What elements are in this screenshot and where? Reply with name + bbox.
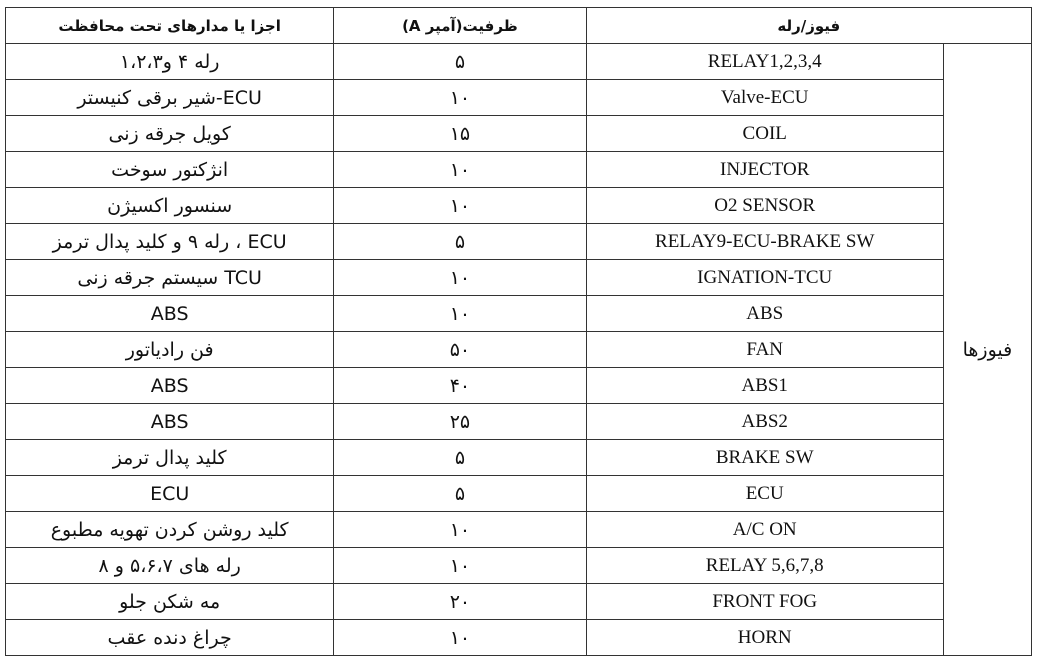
table-row xyxy=(6,404,1032,440)
cell-fuse-name: A/C ON xyxy=(586,512,943,548)
cell-components: ABS xyxy=(6,404,334,440)
cell-capacity: ۲۵ xyxy=(334,404,586,440)
cell-components: ABS xyxy=(6,368,334,404)
cell-components: ECU ، رله ۹ و کلید پدال ترمز xyxy=(6,224,334,260)
cell-fuse-name: RELAY1,2,3,4 xyxy=(586,44,943,80)
table-row xyxy=(6,224,1032,260)
cell-components: کلید روشن کردن تهویه مطبوع xyxy=(6,512,334,548)
cell-capacity: ۵ xyxy=(334,440,586,476)
table-row xyxy=(6,188,1032,224)
table-row xyxy=(6,440,1032,476)
table-row xyxy=(6,80,1032,116)
cell-components: چراغ دنده عقب xyxy=(6,620,334,656)
table-row xyxy=(6,620,1032,656)
table-row xyxy=(6,512,1032,548)
cell-capacity: ۱۰ xyxy=(334,296,586,332)
cell-components: انژکتور سوخت xyxy=(6,152,334,188)
cell-fuse-name: Valve-ECU xyxy=(586,80,943,116)
table-body xyxy=(6,44,1032,656)
table-row xyxy=(6,296,1032,332)
cell-fuse-name: ABS xyxy=(586,296,943,332)
cell-fuse-name: IGNATION-TCU xyxy=(586,260,943,296)
cell-fuse-name: INJECTOR xyxy=(586,152,943,188)
cell-fuse-name: FAN xyxy=(586,332,943,368)
cell-capacity: ۴۰ xyxy=(334,368,586,404)
cell-fuse-name: RELAY 5,6,7,8 xyxy=(586,548,943,584)
header-capacity: ظرفیت(آمپر A) xyxy=(334,8,586,44)
cell-fuse-name: ABS1 xyxy=(586,368,943,404)
fuse-table xyxy=(5,7,1032,656)
cell-components: TCU سیستم جرقه زنی xyxy=(6,260,334,296)
header-row xyxy=(6,8,1032,44)
table-row xyxy=(6,260,1032,296)
cell-components: ECU xyxy=(6,476,334,512)
group-label-fuses: فیوزها xyxy=(943,44,1031,656)
cell-capacity: ۱۰ xyxy=(334,260,586,296)
cell-capacity: ۵ xyxy=(334,476,586,512)
cell-fuse-name: ABS2 xyxy=(586,404,943,440)
table-row xyxy=(6,584,1032,620)
cell-capacity: ۵ xyxy=(334,44,586,80)
table-row xyxy=(6,152,1032,188)
cell-fuse-name: BRAKE SW xyxy=(586,440,943,476)
table-row xyxy=(6,476,1032,512)
cell-capacity: ۱۵ xyxy=(334,116,586,152)
cell-capacity: ۵ xyxy=(334,224,586,260)
cell-capacity: ۱۰ xyxy=(334,152,586,188)
table-row xyxy=(6,548,1032,584)
header-fuse-relay: فیوز/رله xyxy=(586,8,1031,44)
table-row xyxy=(6,332,1032,368)
cell-components: سنسور اکسیژن xyxy=(6,188,334,224)
cell-components: مه شکن جلو xyxy=(6,584,334,620)
cell-capacity: ۱۰ xyxy=(334,188,586,224)
cell-capacity: ۱۰ xyxy=(334,512,586,548)
cell-components: ABS xyxy=(6,296,334,332)
header-components: اجزا یا مدارهای تحت محافظت xyxy=(6,8,334,44)
cell-fuse-name: FRONT FOG xyxy=(586,584,943,620)
cell-fuse-name: COIL xyxy=(586,116,943,152)
cell-components: رله ۴ و۱،۲،۳ xyxy=(6,44,334,80)
cell-capacity: ۱۰ xyxy=(334,548,586,584)
cell-components: فن رادیاتور xyxy=(6,332,334,368)
table-row xyxy=(6,368,1032,404)
cell-components: کویل جرقه زنی xyxy=(6,116,334,152)
cell-components: کلید پدال ترمز xyxy=(6,440,334,476)
cell-capacity: ۲۰ xyxy=(334,584,586,620)
cell-capacity: ۱۰ xyxy=(334,620,586,656)
table-row xyxy=(6,44,1032,80)
cell-fuse-name: HORN xyxy=(586,620,943,656)
table-row xyxy=(6,116,1032,152)
cell-components: رله های ۵،۶،۷ و ۸ xyxy=(6,548,334,584)
cell-components: ECU-شیر برقی کنیستر xyxy=(6,80,334,116)
cell-fuse-name: ECU xyxy=(586,476,943,512)
cell-capacity: ۱۰ xyxy=(334,80,586,116)
cell-fuse-name: RELAY9-ECU-BRAKE SW xyxy=(586,224,943,260)
cell-capacity: ۵۰ xyxy=(334,332,586,368)
cell-fuse-name: O2 SENSOR xyxy=(586,188,943,224)
